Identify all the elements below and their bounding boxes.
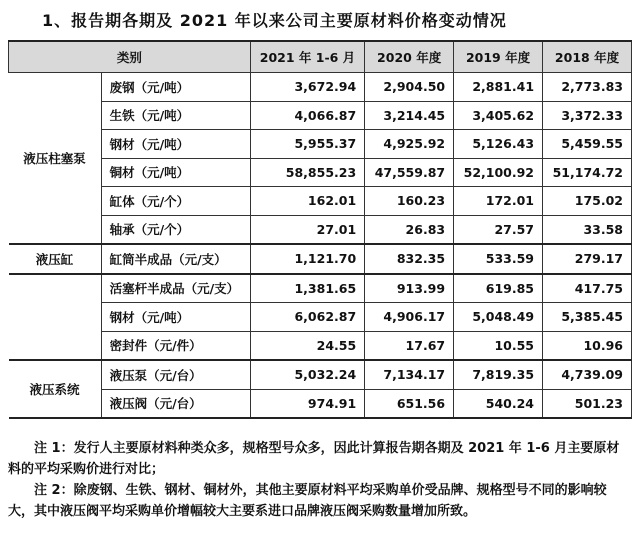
value-cell: 4,925.92 (365, 130, 454, 159)
value-cell: 58,855.23 (250, 158, 364, 187)
item-cell: 缸体（元/个） (101, 187, 250, 216)
header-2021h1: 2021 年 1-6 月 (250, 41, 364, 73)
value-cell: 51,174.72 (543, 158, 632, 187)
value-cell: 47,559.87 (365, 158, 454, 187)
table-row (9, 73, 632, 102)
value-cell: 651.56 (365, 389, 454, 418)
value-cell: 172.01 (454, 187, 543, 216)
value-cell: 10.96 (543, 331, 632, 360)
value-cell: 17.67 (365, 331, 454, 360)
value-cell: 33.58 (543, 215, 632, 244)
value-cell: 175.02 (543, 187, 632, 216)
section-title: 1、报告期各期及 2021 年以来公司主要原材料价格变动情况 (42, 11, 507, 30)
value-cell: 26.83 (365, 215, 454, 244)
header-2018: 2018 年度 (543, 41, 632, 73)
item-cell: 轴承（元/个） (101, 215, 250, 244)
value-cell: 5,385.45 (543, 303, 632, 332)
item-cell: 液压泵（元/台） (101, 360, 250, 389)
value-cell: 10.55 (454, 331, 543, 360)
table-row (9, 130, 632, 159)
value-cell: 417.75 (543, 274, 632, 303)
item-cell: 活塞杆半成品（元/支） (101, 274, 250, 303)
item-cell: 废钢（元/吨） (101, 73, 250, 102)
value-cell: 5,126.43 (454, 130, 543, 159)
value-cell: 974.91 (250, 389, 364, 418)
value-cell: 4,739.09 (543, 360, 632, 389)
item-cell: 钢材（元/吨） (101, 130, 250, 159)
table-row (9, 389, 632, 418)
table-row (9, 244, 632, 274)
table-row (9, 158, 632, 187)
value-cell: 832.35 (365, 244, 454, 274)
value-cell: 533.59 (454, 244, 543, 274)
value-cell: 3,405.62 (454, 101, 543, 130)
table-row (9, 101, 632, 130)
table-row (9, 331, 632, 360)
value-cell: 7,819.35 (454, 360, 543, 389)
group-cell: 液压系统 (9, 360, 102, 418)
group-cell: 液压柱塞泵 (9, 73, 102, 245)
value-cell: 4,066.87 (250, 101, 364, 130)
table-row (9, 215, 632, 244)
value-cell: 2,904.50 (365, 73, 454, 102)
table-row (9, 360, 632, 389)
item-cell: 生铁（元/吨） (101, 101, 250, 130)
value-cell: 2,881.41 (454, 73, 543, 102)
item-cell: 密封件（元/件） (101, 331, 250, 360)
value-cell: 2,773.83 (543, 73, 632, 102)
value-cell: 162.01 (250, 187, 364, 216)
value-cell: 5,459.55 (543, 130, 632, 159)
value-cell: 4,906.17 (365, 303, 454, 332)
value-cell: 6,062.87 (250, 303, 364, 332)
value-cell: 3,214.45 (365, 101, 454, 130)
header-category: 类别 (9, 41, 251, 73)
material-price-table (8, 40, 632, 419)
table-row (9, 187, 632, 216)
value-cell: 1,381.65 (250, 274, 364, 303)
value-cell: 5,955.37 (250, 130, 364, 159)
item-cell: 缸筒半成品（元/支） (101, 244, 250, 274)
value-cell: 1,121.70 (250, 244, 364, 274)
value-cell: 7,134.17 (365, 360, 454, 389)
item-cell: 液压阀（元/台） (101, 389, 250, 418)
value-cell: 3,672.94 (250, 73, 364, 102)
header-2020: 2020 年度 (365, 41, 454, 73)
value-cell: 913.99 (365, 274, 454, 303)
value-cell: 52,100.92 (454, 158, 543, 187)
value-cell: 279.17 (543, 244, 632, 274)
value-cell: 3,372.33 (543, 101, 632, 130)
note-1: 注 1：发行人主要原材料种类众多，规格型号众多，因此计算报告期各期及 2021 年 1-6 月主要原材料的平均采购价进行对比； (8, 441, 620, 477)
value-cell: 5,032.24 (250, 360, 364, 389)
note-2: 注 2：除废钢、生铁、钢材、铜材外，其他主要原材料平均采购单价受品牌、规格型号不同的影响较大，其中液压阀平均采购单价增幅较大主要系进口品牌液压阀采购数量增加所致。 (8, 483, 607, 519)
item-cell: 铜材（元/吨） (101, 158, 250, 187)
value-cell: 160.23 (365, 187, 454, 216)
value-cell: 24.55 (250, 331, 364, 360)
value-cell: 619.85 (454, 274, 543, 303)
value-cell: 5,048.49 (454, 303, 543, 332)
header-row (9, 41, 632, 73)
notes (8, 438, 632, 522)
group-cell (9, 274, 102, 361)
group-cell: 液压缸 (9, 244, 102, 274)
header-2019: 2019 年度 (454, 41, 543, 73)
value-cell: 27.01 (250, 215, 364, 244)
value-cell: 540.24 (454, 389, 543, 418)
table-row (9, 274, 632, 303)
value-cell: 501.23 (543, 389, 632, 418)
item-cell: 钢材（元/吨） (101, 303, 250, 332)
value-cell: 27.57 (454, 215, 543, 244)
table-row (9, 303, 632, 332)
